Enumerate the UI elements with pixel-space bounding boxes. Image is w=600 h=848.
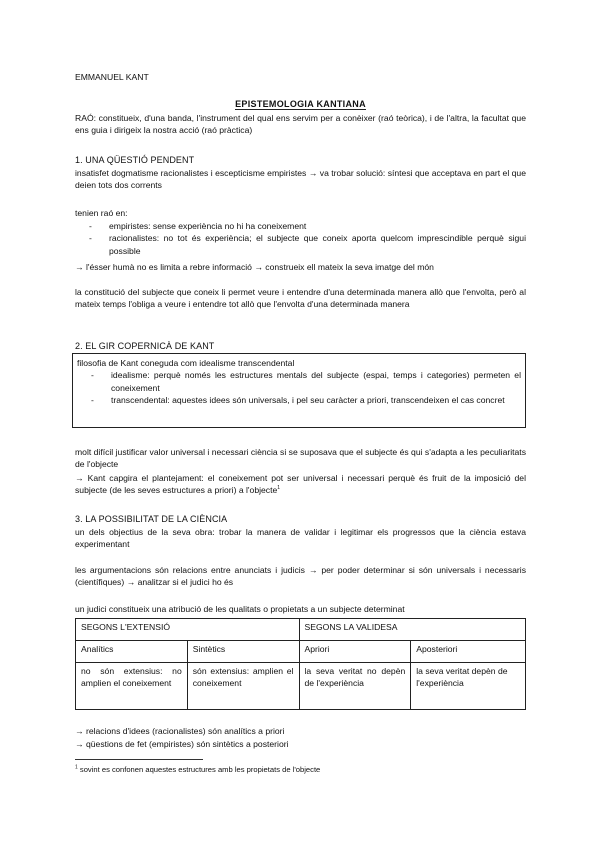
table-cell: la seva veritat depèn de l'experiència — [411, 663, 526, 710]
table-row — [76, 663, 526, 710]
section-1-list — [85, 220, 526, 257]
footnote-divider — [75, 759, 203, 760]
footnote-mark: 1 — [75, 764, 78, 771]
idealism-box — [72, 353, 526, 428]
list-item: - transcendental: aquestes idees són universals, i pel seu caràcter a priori, transcendeixen el cas concret — [87, 394, 521, 406]
section-1-paragraph-3: la constitució del subjecte que coneix li permet veure i entendre d'una determinada manera allò que l'envolta, però al mateix temps l'obliga a veure i entendre tot allò que l'envolta d'una determinada manera — [75, 287, 526, 310]
section-1-heading: 1. UNA QÜESTIÓ PENDENT — [75, 155, 195, 165]
section-3-paragraph-2: les argumentacions són relacions entre anunciats i judicis → per poder determinar si són universals i necessaris (científiques) → analitzar si el judici ho és — [75, 565, 526, 588]
intro-paragraph: RAÓ: constitueix, d'una banda, l'instrument del qual ens servim per a conèixer (raó teòrica), i de l'altra, la facultat que ens guia i dirigeix la nostra acció (raó pràctica) — [75, 113, 526, 136]
section-3-heading: 3. LA POSSIBILITAT DE LA CIÈNCIA — [75, 514, 228, 524]
footnote-ref: 1 — [277, 485, 281, 492]
col-header-apriori: Apriori — [299, 641, 411, 663]
table-row — [76, 619, 526, 641]
list-item: - idealisme: perquè només les estructures mentals del subjecte (espai, temps i categories) permeten el coneixement — [87, 369, 521, 394]
section-1-paragraph-2: → l'ésser humà no es limita a rebre informació → construeix ell mateix la seva imatge del món — [75, 262, 434, 272]
judgment-table — [75, 618, 526, 710]
col-header-aposteriori: Aposteriori — [411, 641, 526, 663]
section-2-paragraph-2-text: → Kant capgira el plantejament: el coneixement pot ser universal i necessari perquè és fruit de la imposició del subjecte (de les seves estructures a priori) a l'objecte — [75, 473, 526, 496]
section-1-paragraph-1: insatisfet dogmatisme racionalistes i escepticisme empiristes → va trobar solució: síntesi que acceptava en part el que deien tots dos corrents — [75, 168, 526, 191]
author-header: EMMANUEL KANT — [75, 72, 149, 82]
table-row — [76, 641, 526, 663]
group-header-validity: SEGONS LA VALIDESA — [299, 619, 526, 641]
document-title — [75, 99, 526, 109]
list-item: - racionalistes: no tot és experiència; el subjecte que coneix aporta quelcom imprescindible perquè sigui possible — [85, 232, 526, 257]
footnote-text: sovint es confonen aquestes estructures amb les propietats de l'objecte — [79, 765, 321, 774]
col-header-synthetic: Sintètics — [187, 641, 299, 663]
table-cell: la seva veritat no depèn de l'experiència — [299, 663, 411, 710]
section-2-paragraph-1: molt difícil justificar valor universal i necessari ciència si se suposava que el subjecte és qui s'adapta a les peculiaritats de l'objecte — [75, 447, 526, 470]
section-3-paragraph-1: un dels objectius de la seva obra: trobar la manera de validar i legitimar els progressos que la ciència estava experimentant — [75, 527, 526, 550]
table-intro: un judici constitueix una atribució de les qualitats o propietats a un subjecte determinat — [75, 604, 405, 614]
table-cell: són extensius: amplien el coneixement — [187, 663, 299, 710]
document-title-text: EPISTEMOLOGIA KANTIANA — [235, 99, 366, 109]
section-2-heading: 2. EL GIR COPERNICÀ DE KANT — [75, 341, 215, 351]
conclusion-1: → relacions d'idees (racionalistes) són analítics a priori — [75, 726, 285, 736]
box-list — [77, 369, 521, 406]
section-2-paragraph-2 — [75, 472, 526, 497]
table-cell: no són extensius: no amplien el coneixement — [76, 663, 188, 710]
list-item: - empiristes: sense experiència no hi ha coneixement — [85, 220, 526, 232]
footnote — [75, 765, 320, 775]
col-header-analytic: Analítics — [76, 641, 188, 663]
group-header-extension: SEGONS L'EXTENSIÓ — [76, 619, 300, 641]
conclusion-2: → qüestions de fet (empiristes) són sintètics a posteriori — [75, 739, 289, 749]
box-intro: filosofia de Kant coneguda com idealisme transcendental — [77, 358, 295, 368]
section-1-list-intro: tenien raó en: — [75, 208, 128, 218]
